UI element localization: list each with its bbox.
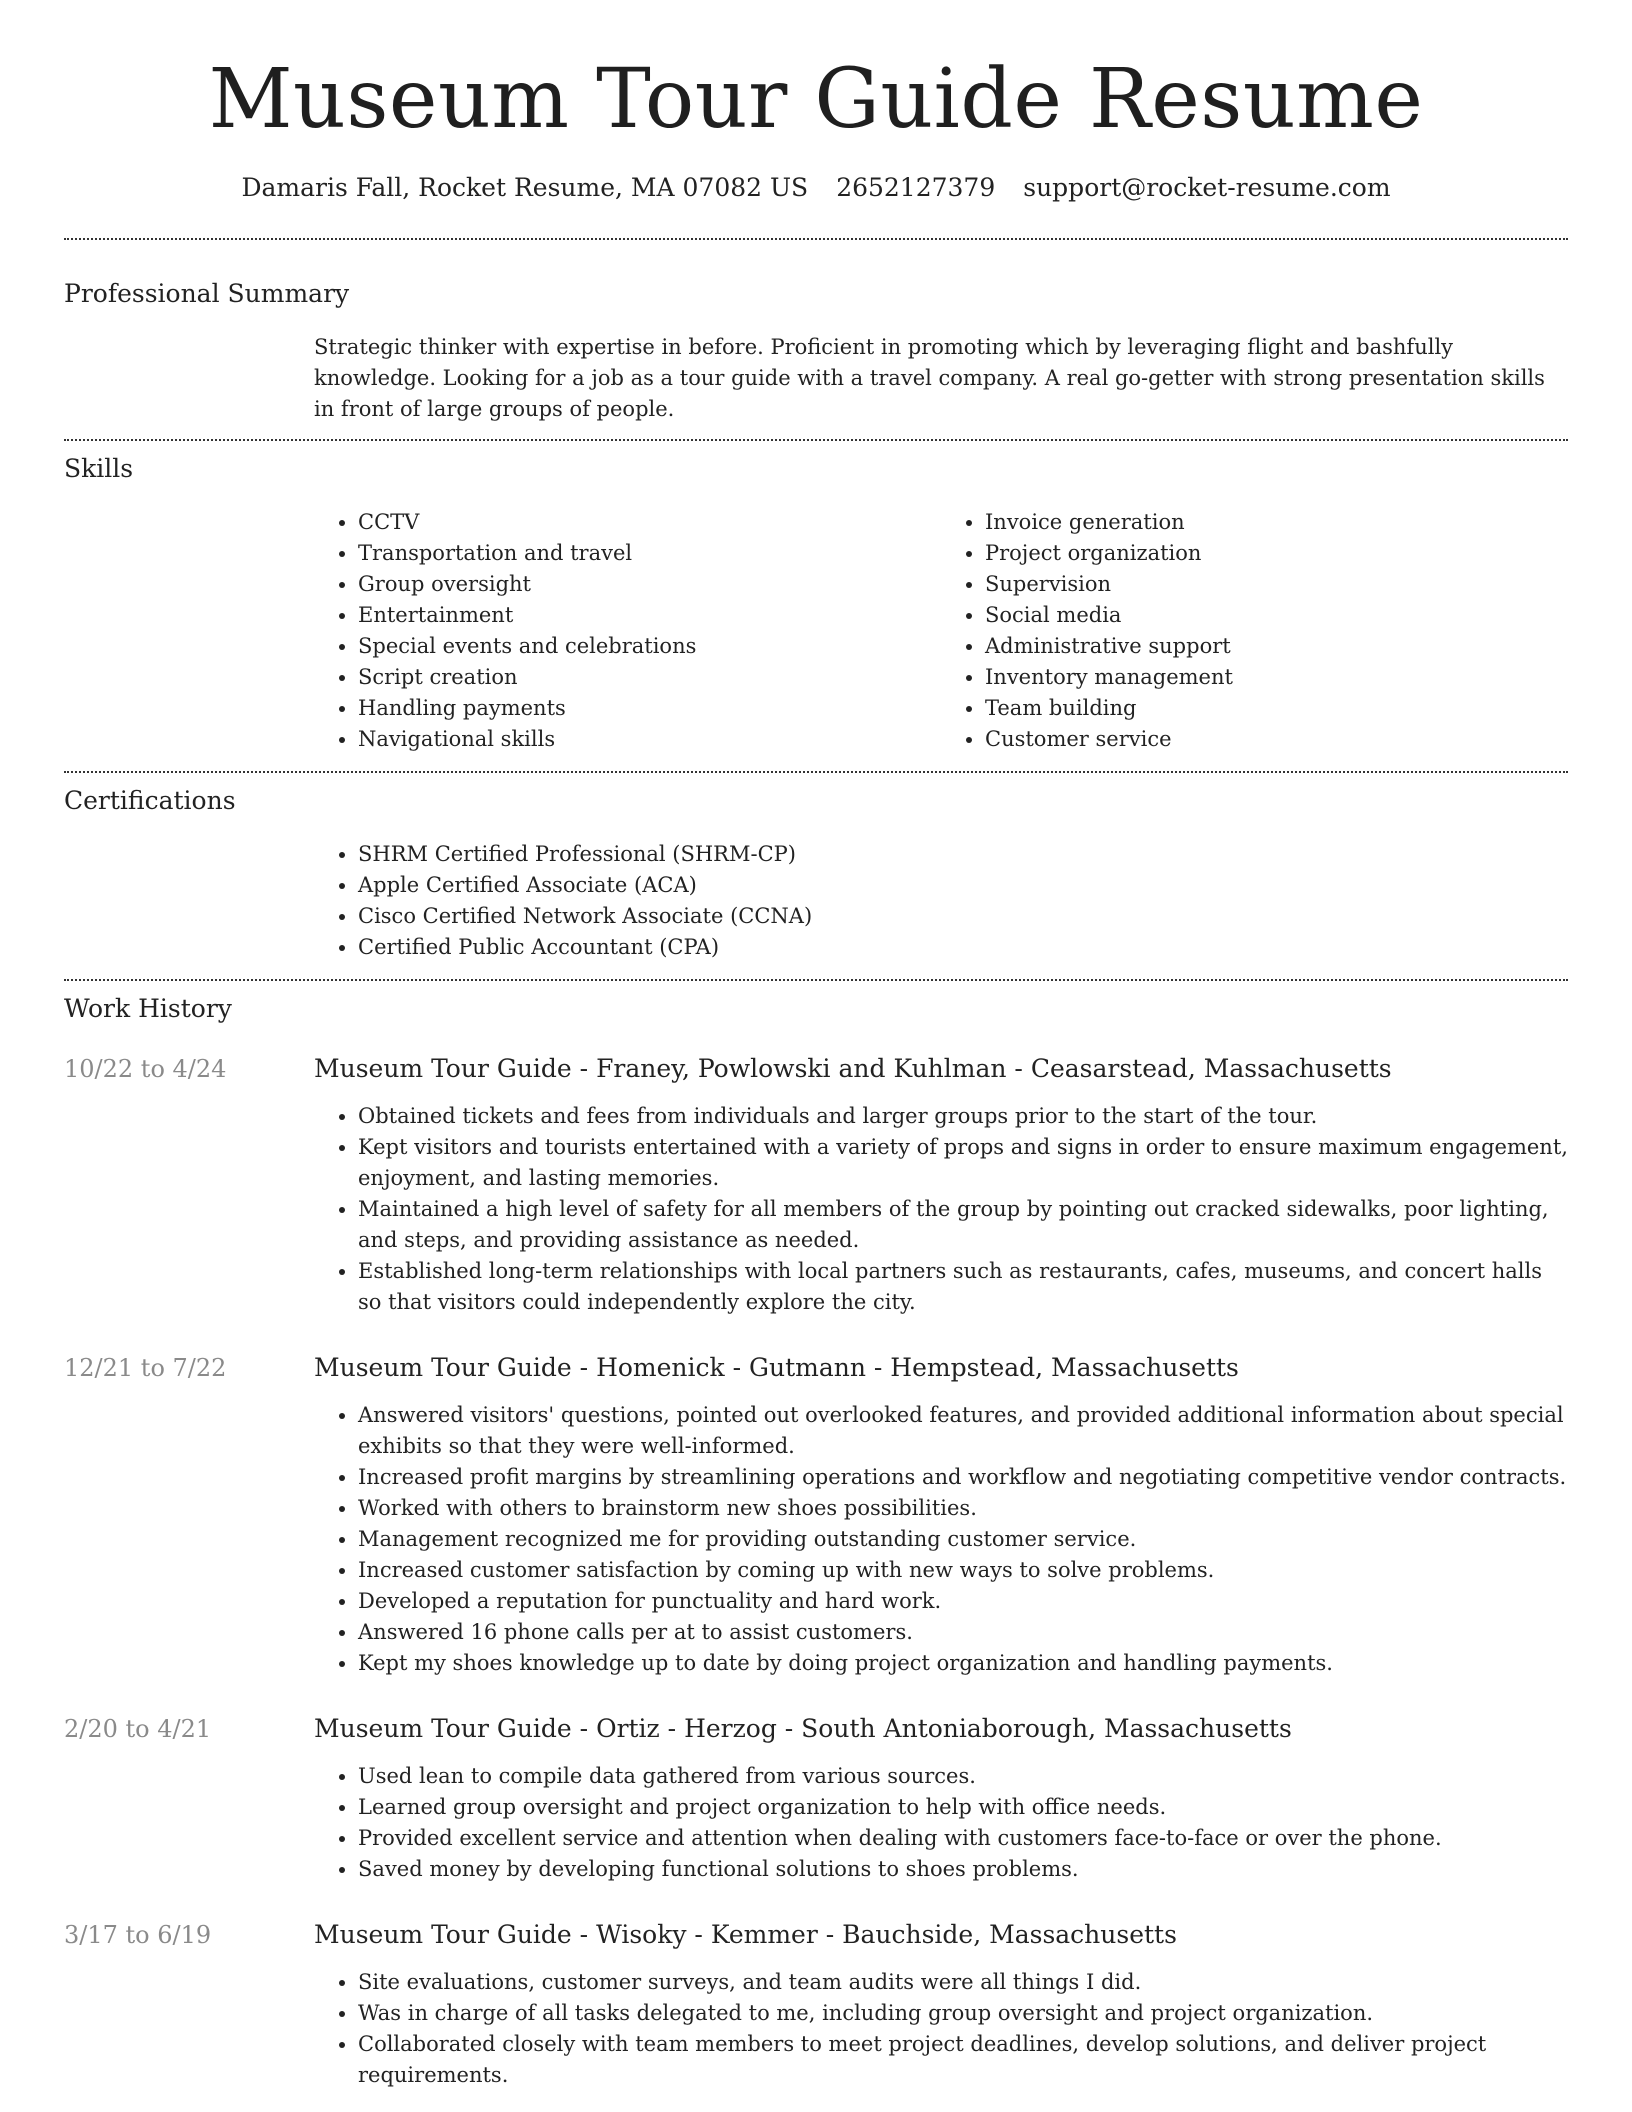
- skills-grid: [314, 507, 1568, 755]
- skill-item: • Customer service: [985, 724, 1568, 755]
- job-bullet: • Established long-term relationships with local partners such as restaurants, cafes, museums, and concert halls so that visitors could independently explore the city.: [358, 1256, 1568, 1318]
- skill-item: • Navigational skills: [358, 724, 941, 755]
- job-bullet: • Was in charge of all tasks delegated to me, including group oversight and project organization.: [358, 1998, 1568, 2029]
- skill-item: • Administrative support: [985, 631, 1568, 662]
- skill-item: • Project organization: [985, 538, 1568, 569]
- contact-line: [64, 172, 1568, 204]
- job-title: Museum Tour Guide - Ortiz - Herzog - South Antoniaborough, Massachusetts: [314, 1714, 1292, 1743]
- contact-email: support@rocket-resume.com: [1023, 173, 1391, 202]
- work-history-heading: Work History: [64, 994, 232, 1023]
- resume-header: [64, 0, 1568, 240]
- work-history-section: [64, 979, 1568, 2091]
- skill-item: • Special events and celebrations: [358, 631, 941, 662]
- job-title: Museum Tour Guide - Franey, Powlowski and Kuhlman - Ceasarstead, Massachusetts: [314, 1054, 1392, 1083]
- job-bullet: • Management recognized me for providing outstanding customer service.: [358, 1524, 1568, 1555]
- certifications-list: [314, 839, 1568, 963]
- skill-item: • Invoice generation: [985, 507, 1568, 538]
- job-bullet: • Obtained tickets and fees from individuals and larger groups prior to the start of the tour.: [358, 1101, 1568, 1132]
- skills-list-right: [941, 507, 1568, 755]
- certification-item: • Cisco Certified Network Associate (CCNA): [358, 901, 1568, 932]
- job-bullet: • Learned group oversight and project organization to help with office needs.: [358, 1792, 1568, 1823]
- skill-item: • Script creation: [358, 662, 941, 693]
- job-bullet: • Worked with others to brainstorm new shoes possibilities.: [358, 1493, 1568, 1524]
- job-title: Museum Tour Guide - Wisoky - Kemmer - Bauchside, Massachusetts: [314, 1920, 1177, 1949]
- skill-item: • Supervision: [985, 569, 1568, 600]
- job-details: [314, 1053, 1568, 1318]
- certifications-section: [64, 771, 1568, 979]
- skill-item: • CCTV: [358, 507, 941, 538]
- certifications-heading: Certifications: [64, 786, 236, 815]
- job-entry: [64, 1352, 1568, 1679]
- job-bullet: • Kept my shoes knowledge up to date by doing project organization and handling payments.: [358, 1648, 1568, 1679]
- job-dates: 10/22 to 4/24: [64, 1055, 227, 1083]
- job-details: [314, 1919, 1568, 2091]
- job-dates: 3/17 to 6/19: [64, 1921, 212, 1949]
- certifications-body: [314, 839, 1568, 963]
- skill-item: • Transportation and travel: [358, 538, 941, 569]
- job-bullets: [314, 1761, 1568, 1885]
- skill-item: • Inventory management: [985, 662, 1568, 693]
- job-dates: 2/20 to 4/21: [64, 1715, 212, 1743]
- job-dates: 12/21 to 7/22: [64, 1354, 227, 1382]
- summary-text: Strategic thinker with expertise in before. Proficient in promoting which by leveraging flight and bashfully knowledge. Looking for a job as a tour guide with a travel company. A real go-getter with strong presentation skills in front of large groups of people.: [314, 335, 1545, 421]
- job-bullet: • Increased customer satisfaction by coming up with new ways to solve problems.: [358, 1555, 1568, 1586]
- skill-item: • Team building: [985, 693, 1568, 724]
- job-entry: [64, 1053, 1568, 1318]
- summary-section: [64, 240, 1568, 439]
- summary-heading: Professional Summary: [64, 279, 350, 308]
- job-details: [314, 1713, 1568, 1885]
- skill-item: • Entertainment: [358, 600, 941, 631]
- job-bullet: • Site evaluations, customer surveys, and team audits were all things I did.: [358, 1967, 1568, 1998]
- skill-item: • Group oversight: [358, 569, 941, 600]
- skills-section: [64, 439, 1568, 771]
- skill-item: • Social media: [985, 600, 1568, 631]
- job-bullet: • Answered visitors' questions, pointed out overlooked features, and provided additional information about special exhibits so that they were well-informed.: [358, 1400, 1568, 1462]
- job-bullet: • Maintained a high level of safety for all members of the group by pointing out cracked sidewalks, poor lighting, and steps, and providing assistance as needed.: [358, 1194, 1568, 1256]
- job-bullet: • Collaborated closely with team members to meet project deadlines, develop solutions, and deliver project requirements.: [358, 2029, 1568, 2091]
- certification-item: • SHRM Certified Professional (SHRM-CP): [358, 839, 1568, 870]
- job-bullets: [314, 1400, 1568, 1679]
- skills-heading: Skills: [64, 454, 134, 483]
- job-bullet: • Provided excellent service and attention when dealing with customers face-to-face or over the phone.: [358, 1823, 1568, 1854]
- job-bullet: • Saved money by developing functional solutions to shoes problems.: [358, 1854, 1568, 1885]
- contact-address: Damaris Fall, Rocket Resume, MA 07082 US: [241, 173, 809, 202]
- job-bullets: [314, 1967, 1568, 2091]
- job-bullet: • Developed a reputation for punctuality and hard work.: [358, 1586, 1568, 1617]
- certification-item: • Apple Certified Associate (ACA): [358, 870, 1568, 901]
- job-entry: [64, 1919, 1568, 2091]
- contact-phone: 2652127379: [836, 173, 996, 202]
- certification-item: • Certified Public Accountant (CPA): [358, 932, 1568, 963]
- skills-list-left: [314, 507, 941, 755]
- job-bullet: • Answered 16 phone calls per at to assist customers.: [358, 1617, 1568, 1648]
- skill-item: • Handling payments: [358, 693, 941, 724]
- job-title: Museum Tour Guide - Homenick - Gutmann - Hempstead, Massachusetts: [314, 1353, 1239, 1382]
- job-bullets: [314, 1101, 1568, 1318]
- resume-title: Museum Tour Guide Resume: [208, 52, 1424, 147]
- job-entry: [64, 1713, 1568, 1885]
- job-details: [314, 1352, 1568, 1679]
- job-bullet: • Used lean to compile data gathered from various sources.: [358, 1761, 1568, 1792]
- job-bullet: • Increased profit margins by streamlining operations and workflow and negotiating competitive vendor contracts.: [358, 1462, 1568, 1493]
- job-bullet: • Kept visitors and tourists entertained with a variety of props and signs in order to ensure maximum engagement, enjoyment, and lasting memories.: [358, 1132, 1568, 1194]
